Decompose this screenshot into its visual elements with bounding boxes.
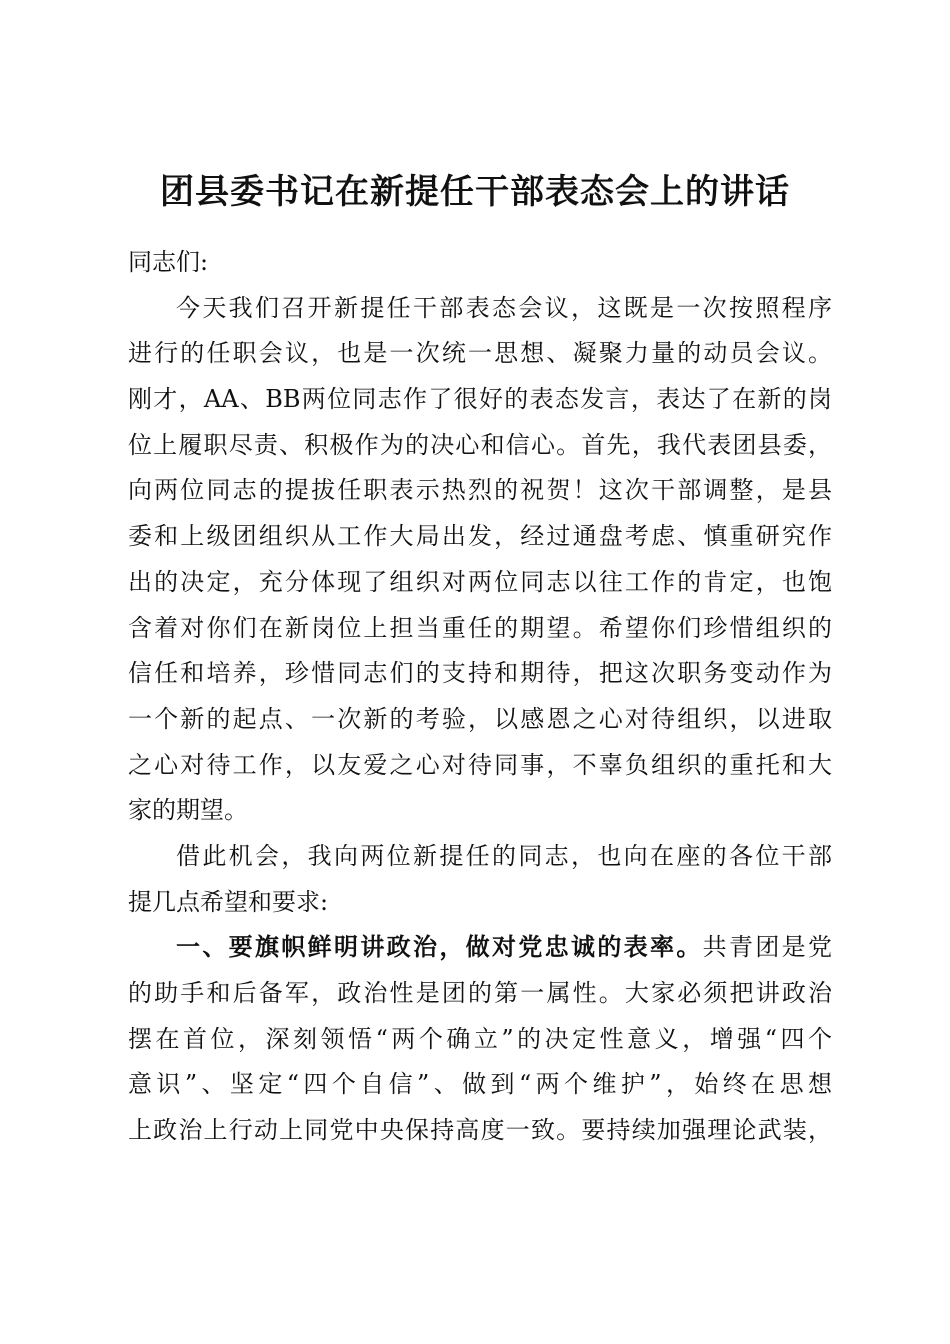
salutation: 同志们:	[128, 248, 209, 276]
paragraph-line: 刚才，AA、BB两位同志作了很好的表态发言，表达了在新的岗	[128, 385, 832, 414]
paragraph-line: 今天我们召开新提任干部表态会议，这既是一次按照程序	[176, 293, 832, 322]
paragraph-line: 借此机会，我向两位新提任的同志，也向在座的各位干部	[176, 841, 832, 870]
paragraph-line: 委和上级团组织从工作大局出发，经过通盘考虑、慎重研究作	[128, 522, 832, 551]
paragraph-line: 信任和培养，珍惜同志们的支持和期待，把这次职务变动作为	[128, 659, 832, 688]
paragraph-line: 位上履职尽责、积极作为的决心和信心。首先，我代表团县委，	[128, 430, 832, 459]
paragraph-line: 提几点希望和要求:	[128, 887, 329, 916]
paragraph-line: 摆在首位，深刻领悟“两个确立”的决定性意义，增强“四个	[128, 1024, 832, 1053]
paragraph-line: 之心对待工作，以友爱之心对待同事，不辜负组织的重托和大	[128, 750, 832, 779]
section-heading-rest: 共青团是党	[702, 933, 833, 962]
paragraph-line: 出的决定，充分体现了组织对两位同志以往工作的肯定，也饱	[128, 567, 832, 596]
section-heading-line	[128, 925, 832, 971]
paragraph-line: 意识”、坚定“四个自信”、做到“两个维护”，始终在思想	[128, 1070, 832, 1099]
paragraph-line: 一个新的起点、一次新的考验，以感恩之心对待组织，以进取	[128, 704, 832, 733]
paragraph-line: 进行的任职会议，也是一次统一思想、凝聚力量的动员会议。	[128, 339, 832, 368]
paragraph-line: 上政治上行动上同党中央保持高度一致。要持续加强理论武装，	[128, 1116, 832, 1145]
paragraph-line: 含着对你们在新岗位上担当重任的期望。希望你们珍惜组织的	[128, 613, 832, 642]
paragraph-line: 家的期望。	[128, 796, 248, 825]
paragraph-line: 的助手和后备军，政治性是团的第一属性。大家必须把讲政治	[128, 979, 832, 1007]
document-title: 团县委书记在新提任干部表态会上的讲话	[160, 172, 790, 212]
document-body	[128, 240, 832, 1154]
paragraph-line: 向两位同志的提拔任职表示热烈的祝贺！这次干部调整，是县	[128, 476, 832, 505]
section-heading: 一、要旗帜鲜明讲政治，做对党忠诚的表率。	[176, 933, 703, 962]
